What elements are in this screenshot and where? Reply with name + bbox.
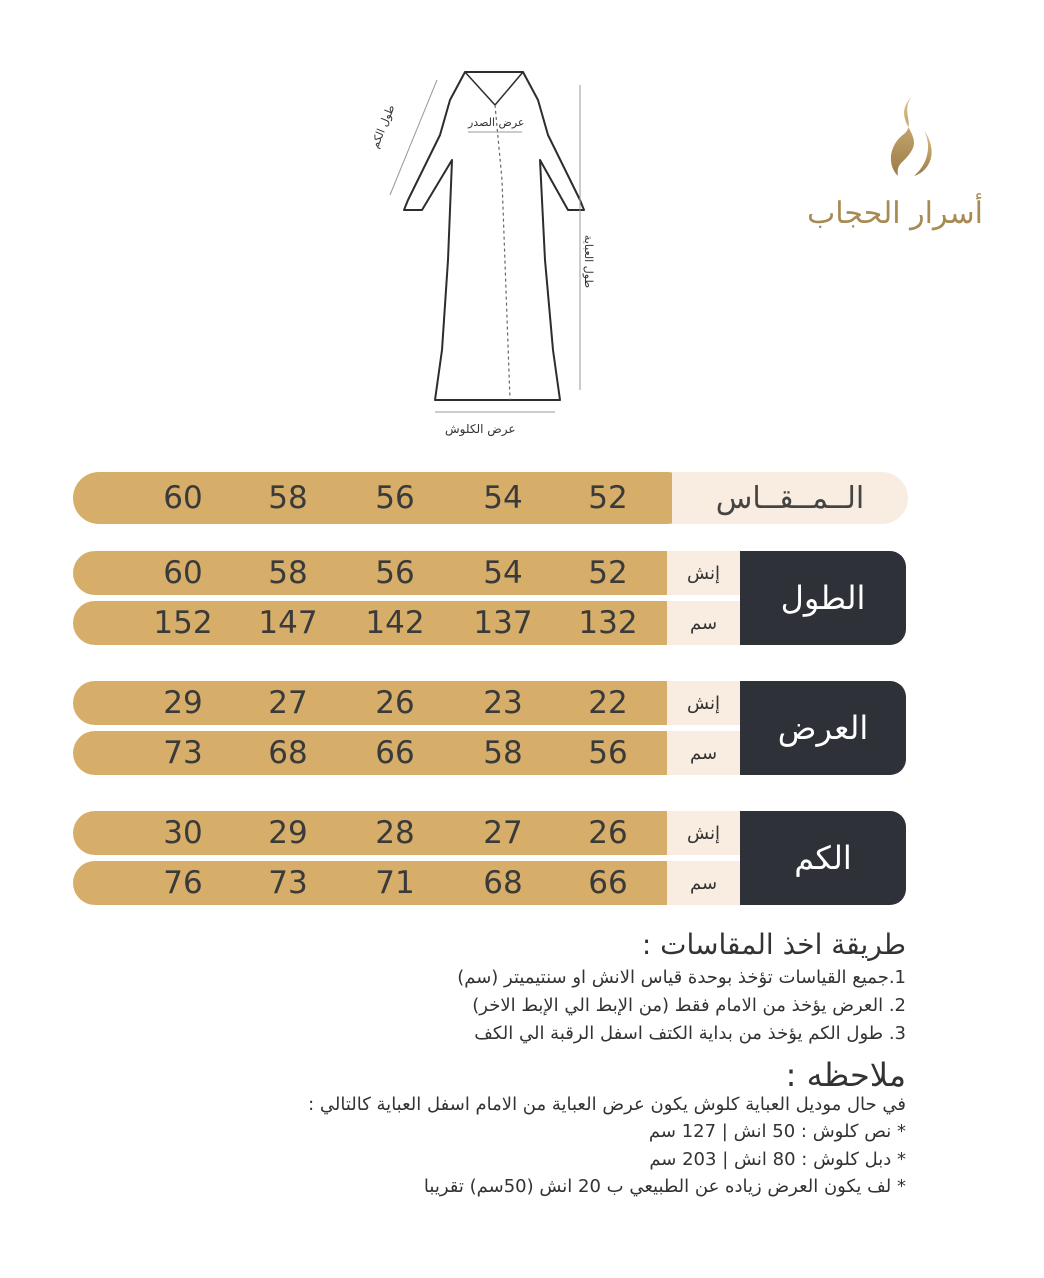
size-cell: 56 <box>375 480 415 516</box>
size-cell: 54 <box>483 480 523 516</box>
group-3-inch-cell: 30 <box>163 815 203 851</box>
unit-label-inch: إنش <box>667 551 740 595</box>
size-label: الــمــقــاس <box>672 472 908 524</box>
group-2-inch-cell: 26 <box>375 685 415 721</box>
size-cell: 60 <box>163 480 203 516</box>
group-1-cm-cell: 147 <box>258 605 318 641</box>
method-heading: طريقة اخذ المقاسات : <box>641 928 906 961</box>
method-item-2: 2. العرض يؤخذ من الامام فقط (من الإبط الي الإبط الاخر) <box>472 995 906 1016</box>
note-heading: ملاحظه : <box>785 1056 906 1094</box>
group-1-cm-cell: 152 <box>153 605 213 641</box>
unit-label-cm: سم <box>667 601 740 645</box>
size-cell: 58 <box>268 480 308 516</box>
flame-logo-icon <box>800 90 1000 190</box>
group-1-inch-cell: 56 <box>375 555 415 591</box>
group-1-inch-cell: 54 <box>483 555 523 591</box>
note-item-3: * لف يكون العرض زياده عن الطبيعي ب 20 انش (50سم) تقريبا <box>423 1176 906 1197</box>
brand-logo <box>800 90 1000 240</box>
group-2-cm-cell: 66 <box>375 735 415 771</box>
group-1-cm-row <box>73 601 693 645</box>
group-3-inch-cell: 27 <box>483 815 523 851</box>
abaya-diagram <box>340 60 640 450</box>
group-title: الطول <box>740 551 906 645</box>
note-item-2: * دبل كلوش : 80 انش | 203 سم <box>649 1149 906 1170</box>
group-2-cm-row <box>73 731 693 775</box>
unit-label-inch: إنش <box>667 811 740 855</box>
group-1-inch-cell: 52 <box>588 555 628 591</box>
group-3-inch-cell: 26 <box>588 815 628 851</box>
group-2-inch-cell: 27 <box>268 685 308 721</box>
group-3-cm-cell: 73 <box>268 865 308 901</box>
group-1-cm-cell: 142 <box>365 605 425 641</box>
group-1-cm-cell: 137 <box>473 605 533 641</box>
group-1-cm-cell: 132 <box>578 605 638 641</box>
group-2-cm-cell: 73 <box>163 735 203 771</box>
group-3-cm-cell: 66 <box>588 865 628 901</box>
sleeve-length-label: طول الكم <box>368 102 398 151</box>
chest-width-label: عرض الصدر <box>468 116 525 129</box>
group-2-cm-cell: 68 <box>268 735 308 771</box>
abaya-length-label: طول العباية <box>582 234 596 289</box>
group-3-inch-cell: 28 <box>375 815 415 851</box>
hem-width-label: عرض الكلوش <box>445 422 516 436</box>
group-2-inch-cell: 29 <box>163 685 203 721</box>
group-2-inch-cell: 22 <box>588 685 628 721</box>
method-item-3: 3. طول الكم يؤخذ من بداية الكتف اسفل الرقبة الي الكف <box>474 1023 906 1044</box>
method-item-1: 1.جميع القياسات تؤخذ بوحدة قياس الانش او سنتيميتر (سم) <box>457 967 906 988</box>
group-2-inch-cell: 23 <box>483 685 523 721</box>
size-cell: 52 <box>588 480 628 516</box>
group-3-cm-row <box>73 861 693 905</box>
unit-label-cm: سم <box>667 861 740 905</box>
group-title: الكم <box>740 811 906 905</box>
brand-name: أسرار الحجاب <box>807 196 983 231</box>
size-row <box>73 472 693 524</box>
unit-label-inch: إنش <box>667 681 740 725</box>
group-3-cm-cell: 71 <box>375 865 415 901</box>
group-3-inch-row <box>73 811 693 855</box>
group-1-inch-cell: 58 <box>268 555 308 591</box>
group-1-inch-row <box>73 551 693 595</box>
group-3-inch-cell: 29 <box>268 815 308 851</box>
group-2-cm-cell: 58 <box>483 735 523 771</box>
group-2-inch-row <box>73 681 693 725</box>
group-2-cm-cell: 56 <box>588 735 628 771</box>
note-intro: في حال موديل العباية كلوش يكون عرض العباية من الامام اسفل العباية كالتالي : <box>308 1094 906 1115</box>
group-title: العرض <box>740 681 906 775</box>
group-3-cm-cell: 68 <box>483 865 523 901</box>
group-3-cm-cell: 76 <box>163 865 203 901</box>
group-1-inch-cell: 60 <box>163 555 203 591</box>
note-item-1: * نص كلوش : 50 انش | 127 سم <box>648 1121 906 1142</box>
unit-label-cm: سم <box>667 731 740 775</box>
